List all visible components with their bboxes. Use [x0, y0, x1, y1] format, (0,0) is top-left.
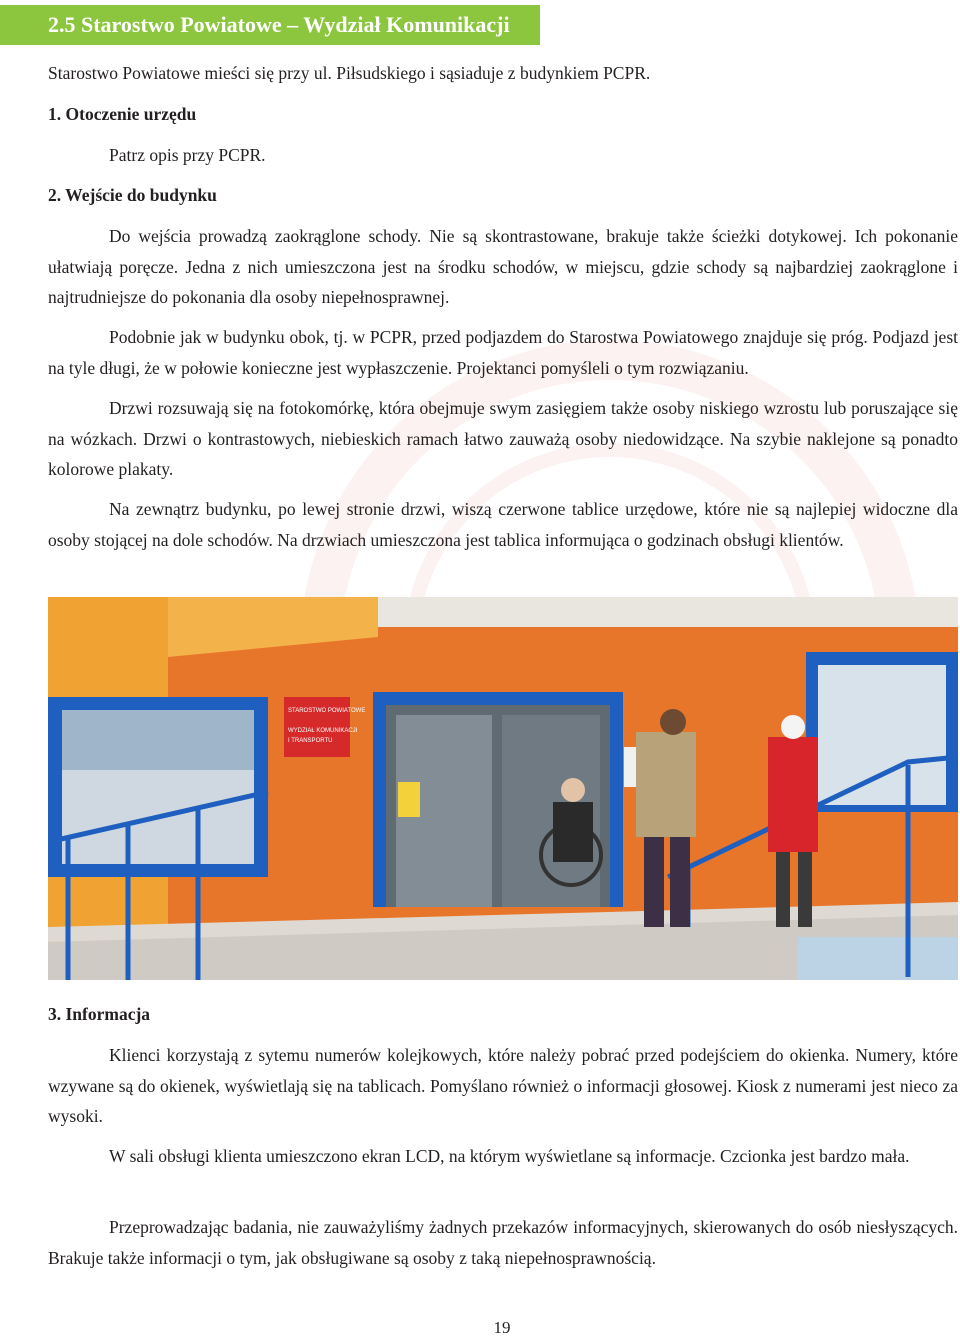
heading-informacja: 3. Informacja	[48, 1004, 151, 1024]
page-number: 19	[493, 1318, 511, 1337]
heading-wejscie: 2. Wejście do budynku	[48, 185, 217, 205]
informacja-paragraph-2: W sali obsługi klienta umieszczono ekran LCD, na którym wyświetlane są informacje. Czcionka jest bardzo mała.	[109, 1146, 910, 1166]
entrance-photo	[48, 597, 958, 980]
sign-line-1: STAROSTWO POWIATOWE	[288, 708, 366, 714]
wejscie-paragraph-1: Do wejścia prowadzą zaokrąglone schody. Nie są skontrastowane, brakuje także ścieżki dotykowej. Ich pokonanie ułatwiają poręcze. Jedna z nich umieszczona jest na środku schodów, w miejscu, gdzie schody są najbardziej zaokrąglone i najtrudniejsze do pokonania dla osoby niepełnosprawnej.	[48, 226, 958, 307]
intro-paragraph: Starostwo Powiatowe mieści się przy ul. Piłsudskiego i sąsiaduje z budynkiem PCPR.	[48, 63, 651, 83]
sign-line-2: WYDZIAŁ KOMUNIKACJI	[288, 728, 358, 734]
wejscie-paragraph-4: Na zewnątrz budynku, po lewej stronie drzwi, wiszą czerwone tablice urzędowe, które nie są najlepiej widoczne dla osoby stojącej na dole schodów. Na drzwiach umieszczona jest tablica informująca o godzinach obsługi klientów.	[48, 499, 958, 550]
informacja-paragraph-1: Klienci korzystają z sytemu numerów kolejkowych, które należy pobrać przed podejściem do okienka. Numery, które wzywane są do okienek, wyświetlają się na tablicach. Pomyślano również o informacji głosowej. Kiosk z numerami jest nieco za wysoki.	[48, 1045, 958, 1126]
wejscie-paragraph-2: Podobnie jak w budynku obok, tj. w PCPR, przed podjazdem do Starostwa Powiatowego znajduje się próg. Podjazd jest na tyle długi, że w połowie konieczne jest wypłaszczenie. Projektanci pomyśleli o tym rozwiązaniu.	[48, 327, 958, 378]
sign-line-3: I TRANSPORTU	[288, 738, 333, 744]
heading-otoczenie: 1. Otoczenie urzędu	[48, 104, 197, 124]
otoczenie-text: Patrz opis przy PCPR.	[109, 145, 266, 165]
informacja-paragraph-3: Przeprowadzając badania, nie zauważyliśmy żadnych przekazów informacyjnych, skierowanych do osób niesłyszących. Brakuje także informacji o tym, jak obsługiwane są osoby z taką niepełnosprawnością.	[48, 1217, 958, 1268]
section-title: 2.5 Starostwo Powiatowe – Wydział Komunikacji	[48, 12, 510, 37]
wejscie-paragraph-3: Drzwi rozsuwają się na fotokomórkę, która obejmuje swym zasięgiem także osoby niskiego wzrostu lub poruszające się na wózkach. Drzwi o kontrastowych, niebieskich ramach łatwo zauważą osoby niedowidzące. Na szybie naklejone są ponadto kolorowe plakaty.	[48, 398, 958, 479]
